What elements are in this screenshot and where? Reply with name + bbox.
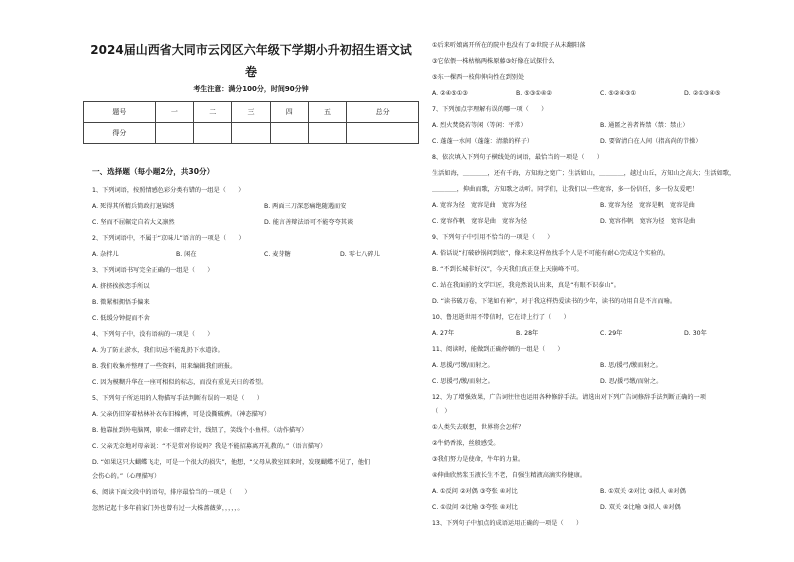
- option-b: B. 他靠扯到外电脑网，职业一细碎走针，线钮了，笑线个小鱼样。（动作描写）: [92, 427, 308, 434]
- option-d-continued: 会伤心的。”（心理描写）: [92, 473, 161, 480]
- question-10: 10、鲁迅逝世用不带信时，它在诗上行了（ ）: [432, 314, 570, 321]
- option-a: A. 思援/弓缴/而射之。: [432, 362, 494, 369]
- score-header-row: [84, 102, 419, 123]
- option-d: D. “如果这只大蝴蝶飞走，可是一个很大的损失”，他想，“父母从教室回来时，发现蝴蝶不见了，他们: [92, 459, 371, 466]
- option-d: D. 能言善辩法语可不能夸夸其谈: [264, 219, 354, 226]
- option-d: D. “读书破万卷，下笔如有神”，对于我这样热爱读书的少年，读书的功用自是不言而喻。: [432, 298, 677, 305]
- option-a: A. 俗话说“打破砂锅问到底”，像未来这样鱼找手个人是不可能有耐心完成这个实验的。: [432, 250, 670, 257]
- question-8-text: 生活如海，＿＿＿＿，还有千海，方知海之宽广；生活如山，＿＿＿＿，越过山丘，方知山之高大；生活如歌，: [432, 170, 736, 177]
- ad-line-1: ①人类失去联想，世界将会怎样？: [432, 424, 525, 431]
- option-b: B. 思/援弓/缴而射之。: [600, 362, 662, 369]
- question-3: 3、下列词语书写完全正确的一组是（ ）: [92, 267, 214, 274]
- question-4: 4、下列句子中，没有语病的一项是（ ）: [92, 331, 214, 338]
- score-cell: 四: [270, 102, 308, 123]
- score-cell: 总分: [347, 102, 419, 123]
- option-a: A. ②④⑤①③: [432, 90, 468, 97]
- section-heading: 一、选择题（每小题2分，共30分）: [92, 167, 215, 176]
- score-cell: 二: [194, 102, 232, 123]
- sentence-1: ①后来听娘离开所在的院中也没有了②世院子从未翻阳落: [432, 42, 586, 49]
- option-b: B. 通匿之善者皆禁（禁：禁止）: [600, 122, 689, 129]
- option-c: C. 麦芽糖: [264, 251, 291, 258]
- score-cell: 一: [155, 102, 193, 123]
- option-a: A. 杂拌儿: [92, 251, 119, 258]
- option-c: C. 思援弓/缴/而射之。: [432, 378, 494, 385]
- question-13: 13、下列句子中加点的成语运用正确的一项是（ ）: [432, 520, 583, 527]
- question-1: 1、下列词语，按照情感色彩分类有错的一组是（ ）: [92, 187, 245, 194]
- sentence-2: ③它依偎一株枯槁两株原藤③好像在试探什么: [432, 58, 555, 65]
- ad-line-2: ②牛奶香浓，丝般感受。: [432, 440, 500, 447]
- option-b: B. “不到长城非好汉”，今天我们真正登上天崩峰不可。: [432, 266, 583, 273]
- question-6-text: 忽然记起十多年前家门外也曾有过一大株蔷薇萝，，，，，。: [92, 505, 244, 512]
- option-d: D. 零七八碎儿: [340, 251, 380, 258]
- option-d: D. 要留清白在人间（指高尚的节操）: [600, 138, 702, 145]
- score-cell: 三: [232, 102, 270, 123]
- sentence-3: ⑤东一棵西一枝仰伸向性在到别处: [432, 74, 525, 81]
- score-cell: 题号: [84, 102, 156, 123]
- score-value-row: [84, 123, 419, 144]
- option-b: B. ⑤③①④②: [516, 90, 552, 97]
- score-cell: 得分: [84, 123, 156, 144]
- option-a: A. ①反问 ②对偶 ③夸张 ④对比: [432, 488, 518, 495]
- option-a: A. 宽容为径 宽容是曲 宽容为径: [432, 202, 527, 209]
- option-a: A. 为了防止淤水，我们切忌不能乱扔下水道涂。: [92, 347, 224, 354]
- question-8-text-2: ＿＿＿＿，抑曲而歌，方知歌之动听。同学们，让我们以一些宽容，多一份信任，多一份友爱吧！: [432, 186, 699, 193]
- question-12-bracket: （ ）: [432, 408, 451, 415]
- option-c: C. 宽容作帆 宽容是曲 宽容为径: [432, 218, 527, 225]
- ad-line-4: ④伸曲欣然浆玉液长生不老，自强生精液高滴实你健康。: [432, 472, 587, 479]
- score-cell: [155, 123, 193, 144]
- option-a: A. 父亲仍旧穿着枯林补衣布旧棉裤，可是没撕破裤。（神态描写）: [92, 411, 271, 418]
- option-d: D. 双关 ②比喻 ③拟人 ④对偶: [600, 504, 681, 511]
- option-c: C. 坚而不屈辗定自若大义凛然: [92, 219, 175, 226]
- option-c: C. 低缓分钟提而不舍: [92, 315, 150, 322]
- option-d: D. 思/援弓缴/而射之。: [600, 378, 663, 385]
- score-cell: [347, 123, 419, 144]
- option-b: B. 我们收集并整理了一些资料，用来编辑我们班报。: [92, 363, 237, 370]
- exam-note: 考生注意：满分100分，时间90分钟: [193, 85, 309, 93]
- option-b: B. 两面三刀深恶痛绝随遇而安: [264, 203, 347, 210]
- score-cell: 五: [308, 102, 346, 123]
- option-c: C. 站在我面前的文学巨匠，我竟然说认出来，真是“有眼不识泰山”。: [432, 282, 620, 289]
- option-c: C. 因为模糊升华在一座可相似的标志，而没有重见天日的希望。: [92, 379, 268, 386]
- option-b: B. ①双关 ②对比 ③拟人 ④对偶: [600, 488, 686, 495]
- score-cell: [194, 123, 232, 144]
- option-b: B. 微紧相拥悟手偏来: [92, 299, 150, 306]
- option-a: A. 挤挤挨挨恋手所以: [92, 283, 150, 290]
- question-2: 2、下列词语中，不属于“京味儿”语言的一项是（ ）: [92, 235, 245, 242]
- title-line-2: 卷: [244, 65, 257, 79]
- option-c: C. ⑤②④③①: [600, 90, 636, 97]
- option-c: C. 29年: [600, 330, 623, 337]
- option-b: B. 闲在: [176, 251, 197, 258]
- option-c: C. 父亲无奈地对母亲说：“不是常对你说吗？我是不能招募离开礼教的。”（语言描写）: [92, 443, 327, 450]
- question-7: 7、下列加点字理解有误的哪一项（ ）: [432, 106, 548, 113]
- option-d: D. ②①③④⑤: [684, 90, 721, 97]
- question-6: 6、阅读下面文段中的语句，排序最恰当的一项是（ ）: [92, 489, 251, 496]
- title-line-1: 2024届山西省大同市云冈区六年级下学期小升初招生语文试: [90, 43, 412, 57]
- option-d: D. 宽容作帆 宽容为径 宽容是曲: [600, 218, 696, 225]
- option-b: B. 宽容为径 宽容是帆 宽容是曲: [600, 202, 695, 209]
- option-c: C. 蓬蓬一水间（蓬蓬：清澈的样子）: [432, 138, 534, 145]
- score-cell: [270, 123, 308, 144]
- question-12: 12、为了增强效果，广告词往往也运用各种修辞手法。请选出对下列广告词修辞手法判断正确的一项: [432, 394, 706, 401]
- question-9: 9、下列句子中引用不恰当的一项是（ ）: [432, 234, 554, 241]
- option-d: D. 30年: [684, 330, 707, 337]
- option-a: A. 死得其所精兵简政打退锦绣: [92, 203, 175, 210]
- question-11: 11、阅读时，能做到正确停顿的一组是（ ）: [432, 346, 564, 353]
- score-cell: [308, 123, 346, 144]
- option-a: A. 烈火焚烧若等闲（等闲：平常）: [432, 122, 527, 129]
- score-cell: [232, 123, 270, 144]
- question-5: 5、下列句子所运用的人物描写手法判断有误的一项是（ ）: [92, 395, 263, 402]
- option-b: B. 28年: [516, 330, 539, 337]
- score-table: [83, 101, 419, 144]
- ad-line-3: ③我们努力是使命，牛年的力量。: [432, 456, 525, 463]
- option-c: C. ①设问 ②比喻 ③夸张 ④对比: [432, 504, 518, 511]
- option-a: A. 27年: [432, 330, 455, 337]
- question-8: 8、依次填入下列句子横线处的词语，最恰当的一项是（ ）: [432, 154, 603, 161]
